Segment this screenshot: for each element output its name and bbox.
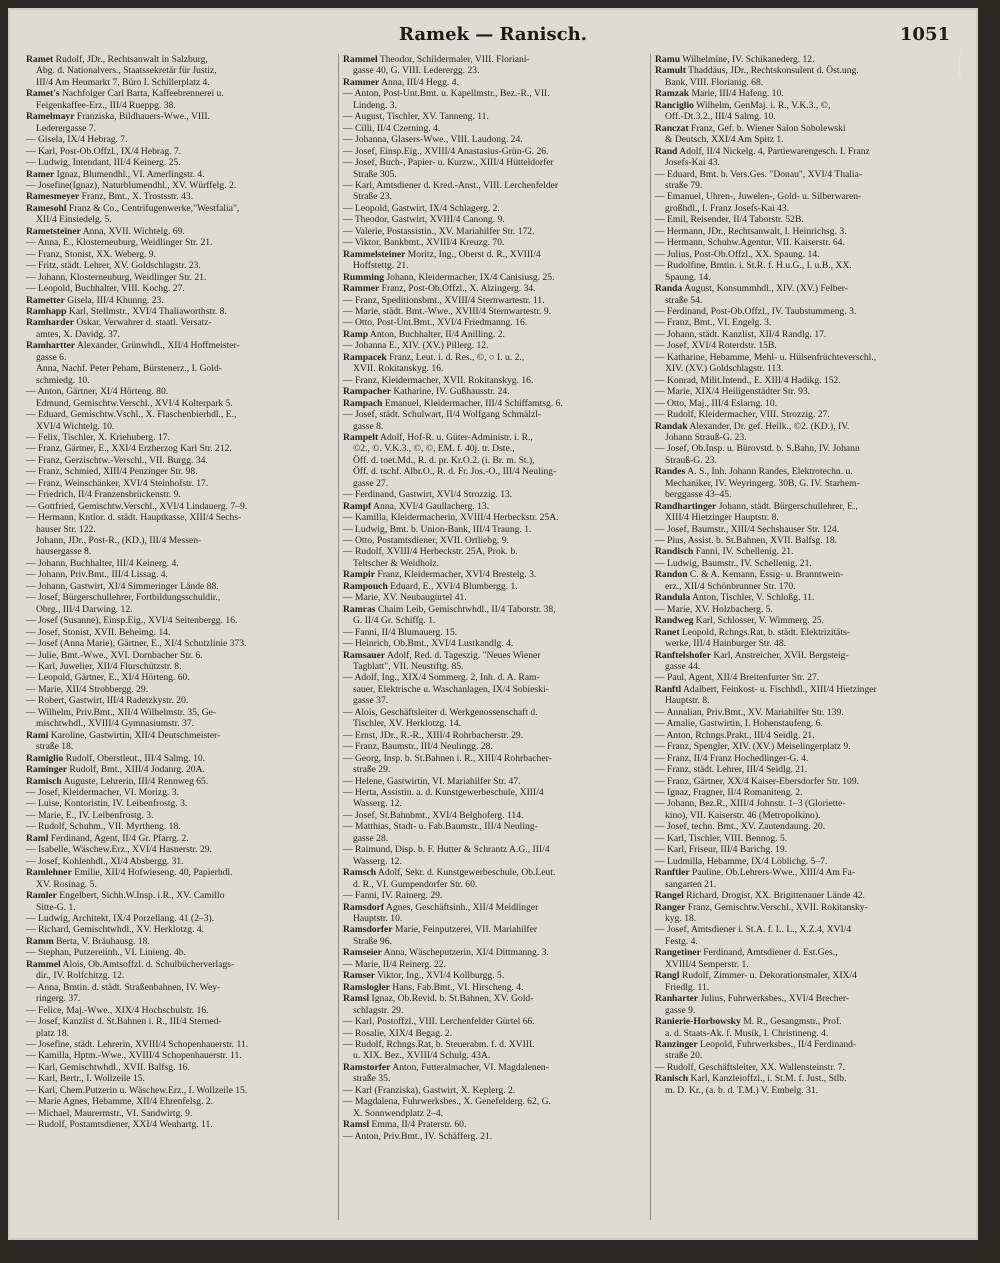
directory-entry-line: — Karl (Franziska), Gastwirt, X. Keplerg. 2. <box>343 1084 516 1096</box>
directory-entry-line: schmiedg. 10. <box>36 374 90 386</box>
directory-entry-line: d. R., VI. Gumpendorfer Str. 60. <box>353 878 478 890</box>
page-number: 1051 <box>899 24 950 45</box>
directory-page <box>8 8 978 1240</box>
directory-entry-line: — Rudolfine, Bmtin. i. St.R. f. H.u.G., I. u.B., XX. <box>655 260 852 272</box>
directory-entry-line: kyg. 18. <box>665 912 697 924</box>
directory-entry-line: — Gottfried, Gemischtw.Verschl., XVI/4 Lindauerg. 7–9. <box>26 500 248 512</box>
directory-entry-line: Ramu Wilhelmine, IV. Schikanederg. 12. <box>655 54 815 65</box>
directory-entry-line: — Josef, Stonist, XVII. Beheimg. 14. <box>26 626 171 638</box>
directory-entry-line: — Johanna E., XIV. (XV.) Pillerg. 12. <box>343 340 489 352</box>
directory-entry-line: — Rudolf, Kleidermacher, VIII. Strozzig. 27. <box>655 409 830 421</box>
directory-entry-line: — Franz, Bmt., VI. Engelg. 3. <box>655 317 772 329</box>
directory-entry-line: — Theodor, Gastwirt, XVIII/4 Canong. 9. <box>343 214 505 226</box>
directory-entry-line: — Anton, Rchngs.Prakt., III/4 Seidlg. 21. <box>655 729 815 741</box>
directory-entry-line: XVII. Rokitanskyg. 16. <box>353 363 444 375</box>
directory-entry-line: — Marie, XV. Neubaugürtel 41. <box>343 592 467 604</box>
directory-entry-line: Friedlg. 11. <box>665 981 710 993</box>
directory-entry-line: Obrg., III/4 Darwing. 12. <box>36 603 133 615</box>
directory-entry-line: Ranftelshofer Karl, Anstreicher, XVII. Bergsteig- <box>655 649 849 661</box>
directory-entry-line: gasse 27. <box>353 477 389 489</box>
directory-entry-line: Ramslogler Hans, Fab.Bmt., VI. Hirscheng. 4. <box>343 981 524 993</box>
directory-entry-line: — Franz, Weinschänker, XVI/4 Steinhofstr. 17. <box>26 477 209 489</box>
directory-entry-line: Ramseier Anna, Wäscheputzerin, XI/4 Dittmanng. 3. <box>343 947 549 959</box>
directory-entry-line: — Ernst, JDr., R.-R., XIII/4 Rohrbacherstr. 29. <box>343 729 524 741</box>
directory-entry-line: XVIII/4 Semperstr. 1. <box>665 958 749 970</box>
directory-entry-line: Johann Strauß-G. 23. <box>665 431 747 443</box>
directory-entry-line: Ramstorfer Anton, Futteralmacher, VI. Magdalenen- <box>343 1061 549 1073</box>
directory-entry-line: Ranciglio Wilhelm, GenMaj. i. R., V.K.3., ©, <box>655 99 831 111</box>
directory-entry-line: — Ludwig, Intendant, III/4 Keinerg. 25. <box>26 157 181 169</box>
directory-entry-line: Ramler Engelbert, Sichh.W.Insp. i.R., XV. Camillo <box>26 890 225 902</box>
directory-entry-line: Spaung. 14. <box>665 271 711 283</box>
directory-entry-line: mischtwhdl., XVIII/4 Gymnasiumstr. 37. <box>36 718 195 730</box>
directory-entry-line: Randes A. S., Inh. Johann Randes, Elektrotechn. u. <box>655 466 853 478</box>
directory-entry-line: Ramsdorfer Marie, Feinputzerei, VII. Mariahilfer <box>343 924 538 936</box>
directory-entry-line: — Robert, Gastwirt, III/4 Radetzkystr. 20. <box>26 695 189 707</box>
directory-entry-line: Randhartinger Johann, städt. Bürgerschullehrer, E., <box>655 500 858 512</box>
directory-entry-line: — Ferdinand, Gastwirt, XVI/4 Strozzig. 13. <box>343 489 513 501</box>
directory-entry-line: Ramelmayr Franziska, Bildhauers-Wwe., VIII. <box>26 111 210 123</box>
directory-entry-line: XIII/4 Hietzinger Hauptstr. 8. <box>665 512 779 524</box>
directory-entry-line: — Ludwig, Architekt, IX/4 Porzellang. 41 (2–3). <box>26 912 215 924</box>
directory-entry-line: Ranger Franz, Gemischtw.Verschl., XVII. Rokitansky- <box>655 901 868 913</box>
directory-entry-line: — Leopold, Gärtner, E., XI/4 Hörteng. 60. <box>26 672 190 684</box>
directory-entry-line: XII/4 Einsiedelg. 5. <box>36 214 112 226</box>
directory-entry-line: Wasserg. 12. <box>353 798 402 810</box>
directory-entry-line: Hoffstettg. 21. <box>353 260 409 272</box>
directory-entry-line: Ramesmeyer Franz, Bmt., X. Trostsstr. 43. <box>26 191 194 203</box>
directory-entry-line: — Fanni, II/4 Blumauerg. 15. <box>343 626 458 638</box>
directory-entry-line: — Julius, Post-Ob.Offzl., XX. Spaung. 14. <box>655 248 820 260</box>
directory-entry-line: — Fritz, städt. Lehrer, XV. Goldschlagstr. 23. <box>26 260 201 272</box>
directory-entry-line: — Josef, Kohlenhdl., XI/4 Absbergg. 31. <box>26 855 184 867</box>
directory-entry-line: — Gisela, IX/4 Hebrag. 7. <box>26 134 128 146</box>
directory-entry-line: — Johanna, Glasers-Wwe., VIII. Laudong. 24. <box>343 134 523 146</box>
column-3 <box>650 54 951 1220</box>
directory-entry-line: Ranczat Franz, Gef. b. Wiener Salon Sobolewski <box>655 122 846 134</box>
directory-entry-line: Ramlehner Emilie, XII/4 Hofwieseng. 40, Papierhdl. <box>26 867 233 879</box>
directory-entry-line: — Leopold, Gastwirt, IX/4 Schlagerg. 2. <box>343 202 500 214</box>
directory-entry-line: Ramhapp Karl, Stellmstr., XVI/4 Thaliaworthstr. 8. <box>26 305 227 317</box>
directory-entry-line: — Johann, städt. Kanzlist, XII/4 Randlg. 17. <box>655 328 827 340</box>
directory-entry-line: dir., IV. Rolfchitzg. 12. <box>36 970 125 982</box>
directory-entry-line: Ranierie-Horbowsky M. R., Gesangmstr., Prof. <box>655 1016 842 1028</box>
directory-entry-line: XVI/4 Wichtelg. 10. <box>36 420 115 432</box>
directory-entry-line: u. XIX. Bez., XVIII/4 Schulg. 43A. <box>353 1050 491 1062</box>
directory-entry-line: XV. Rosinag. 5. <box>36 878 97 890</box>
column-1 <box>26 54 326 1220</box>
directory-entry-line: Hauptstr. 8. <box>665 695 710 707</box>
directory-entry-line: — Fanni, IV. Rainerg. 29. <box>343 890 443 902</box>
directory-entry-line: — Hermann, Schuhw.Agentur, VII. Kaiserstr. 64. <box>655 237 845 249</box>
directory-entry-line: kino), VII. Kaiserstr. 46 (Metropolkino). <box>665 809 821 821</box>
directory-entry-line: — Karl, Tischler, VIII. Bennog. 5. <box>655 832 788 844</box>
directory-entry-line: Tischler, XV. Herklotzg. 14. <box>353 718 462 730</box>
directory-entry-line: hausergasse 8. <box>36 546 92 558</box>
directory-entry-line: — Franz, Gärtner, E., XXI/4 Erzherzog Karl Str. 212. <box>26 443 232 455</box>
directory-entry-line: Ramsdorf Agnes, Geschäftsinh., XII/4 Meidlinger <box>343 901 539 913</box>
directory-entry-line: — Marie, II/4 Reinerg. 22. <box>343 958 446 970</box>
directory-entry-line: Ramharder Oskar, Verwahrer d. staatl. Versatz- <box>26 317 212 329</box>
directory-entry-line: — Karl, Friseur, III/4 Barichg. 19. <box>655 844 788 856</box>
directory-entry-line: — Josef, Einsp.Eig., XVIII/4 Anastasius-Grün-G. 26. <box>343 145 549 157</box>
directory-entry-line: & Deutsch, XXI/4 Am Spitz 1. <box>665 134 784 146</box>
directory-entry-line: Ramzak Marie, III/4 Hafeng. 10. <box>655 88 784 100</box>
directory-entry-line: ©2., ©. V.K.3., ©, ©, EM. f. 40j. tr. Dste., <box>353 443 515 455</box>
directory-entry-line: — Herta, Assistin. a. d. Kunstgewerbeschule, XIII/4 <box>343 787 544 798</box>
directory-entry-line: — Franz, Baumstr., III/4 Neulingg. 28. <box>343 741 493 753</box>
directory-entry-line: Rampf Anna, XVI/4 Gaullacherg. 13. <box>343 500 490 512</box>
directory-entry-line: Sitte-G. 1. <box>36 901 76 913</box>
directory-entry-line: Anna, Nachf. Peter Peham, Bürstenerz., I. Gold- <box>36 363 222 375</box>
directory-entry-line: straße 79. <box>665 179 703 191</box>
directory-entry-line: Josefs-Kai 43. <box>665 157 720 169</box>
directory-entry-line: — Cilli, II/4 Czerning. 4. <box>343 122 441 134</box>
directory-entry-line: — Magdalena, Fuhrwerksbes., X. Genefelderg. 62, G. <box>343 1096 551 1108</box>
directory-entry-line: Festg. 4. <box>665 935 698 947</box>
directory-entry-line: — Felix, Tischler, X. Kriehuberg. 17. <box>26 431 170 443</box>
directory-entry-line: Rand Adolf, II/4 Nickelg. 4, Partiewarengesch. I. Franz <box>655 145 870 157</box>
directory-entry-line: Rumming Johann, Kleidermacher, IX/4 Canisiusg. 25. <box>343 271 555 283</box>
directory-entry-line: — Karl, Gemischtwhdl., XVII. Balfsg. 16. <box>26 1061 190 1073</box>
directory-entry-line: — Johann, Buchhalter, III/4 Keinerg. 4. <box>26 557 179 569</box>
directory-entry-line: — Franz, Stonist, XX. Weberg. 9. <box>26 248 156 260</box>
directory-entry-line: — Wilhelm, Priv.Bmt., XII/4 Wilhelmstr. 35, Ge- <box>26 706 217 718</box>
directory-entry-line: schlagstr. 29. <box>353 1004 404 1016</box>
directory-entry-line: Rammel Alois, Ob.Amtsoffzl. d. Schulbücherverlags- <box>26 958 235 970</box>
directory-entry-line: — Josefine(Ignaz), Naturblumendhl., XV. Würffelg. 2. <box>26 179 237 191</box>
directory-entry-line: — Josef, St.Bahnbmt., XVI/4 Belghoferg. 114. <box>343 809 524 821</box>
directory-entry-line: Ranet Leopold, Rchngs.Rat, b. städt. Elektrizitäts- <box>655 626 851 638</box>
directory-entry-line: Rammel Theodor, Schildermaler, VIII. Floriani- <box>343 54 530 65</box>
directory-entry-line: — Karl, Chem.Putzerin u. Wäschew.Erz., I. Wollzeile 15. <box>26 1084 248 1096</box>
directory-entry-line: Ramp Anton, Buchhalter, II/4 Anilling. 2. <box>343 328 505 340</box>
directory-entry-line: hauser Str. 122. <box>36 523 96 535</box>
directory-entry-line: — Marie, XII/4 Strobbergg. 29. <box>26 683 149 695</box>
directory-entry-line: Rami Karoline, Gastwirtin, XII/4 Deutschmeister- <box>26 729 221 741</box>
directory-entry-line: Randa August, Konsummhdl., XIV. (XV.) Felber- <box>655 283 848 295</box>
directory-entry-line: Ramsch Adolf, Sekr. d. Kunstgewerbeschule, Ob.Leut. <box>343 867 556 879</box>
directory-entry-line: Teltscher & Weidholz. <box>353 557 440 569</box>
directory-entry-line: — Valerie, Postassistin., XV. Mariahilfer Str. 172. <box>343 225 535 237</box>
directory-entry-line: — Josef, städt. Schulwart, II/4 Wolfgang Schmälzl- <box>343 409 542 421</box>
directory-entry-line: gasse 9. <box>665 1004 696 1016</box>
directory-entry-line: sauer, Elektrische u. Waschanlagen, IX/4 Sobieski- <box>353 683 549 695</box>
directory-entry-line: Randon C. & A. Kemann, Essig- u. Branntwein- <box>655 569 844 581</box>
directory-entry-line: — Rosalie, XIX/4 Begag. 2. <box>343 1027 452 1039</box>
directory-entry-line: ringerg. 37. <box>36 993 81 1005</box>
directory-entry-line: — Matthias, Stadt- u. Fab.Baumstr., III/4 Neuling- <box>343 821 538 833</box>
directory-entry-line: Raminger Rudolf, Bmt., XIII/4 Jodanrg. 20A. <box>26 764 205 776</box>
directory-entry-line: — Josefine, städt. Lehrerin, XVIII/4 Schopenhauerstr. 11. <box>26 1038 249 1050</box>
directory-entry-line: — Ludmilla, Hebamme, IX/4 Löblichg. 5–7. <box>655 855 828 867</box>
directory-entry-line: Ranzinger Leopold, Fuhrwerksbes., II/4 Ferdinand- <box>655 1038 857 1050</box>
directory-entry-line: platz 18. <box>36 1027 70 1039</box>
directory-entry-line: — Franz, städt. Lehrer, III/4 Seidlg. 21. <box>655 764 808 776</box>
directory-entry-line: — Ignaz, Fragner, II/4 Romaniteng. 2. <box>655 787 803 798</box>
directory-entry-line: Öff. d. toet.Md., R. d. pr. Kr.O.2. (i. Br. m. St.), <box>353 454 535 466</box>
directory-entry-line: Ramet's Nachfolger Carl Barta, Kaffeebrennerei u. <box>26 88 224 100</box>
directory-entry-line: Bank, VIII. Florianig. 68. <box>665 76 764 88</box>
directory-entry-line: — Anna, E., Klosterneuburg, Weidlinger Str. 21. <box>26 237 213 249</box>
directory-entry-line: gasse 44. <box>665 661 701 673</box>
directory-entry-line: — Kamilla, Kleidermacherin, XVIII/4 Herbeckstr. 25A. <box>343 512 559 524</box>
directory-entry-line: berggasse 43–45. <box>665 489 732 501</box>
directory-entry-line: — Richard, Gemischtwhdl., XV. Herklotzg. 4. <box>26 924 205 936</box>
directory-entry-line: — Eduard, Bmt. b. Vers.Ges. "Donau", XVI/4 Thalia- <box>655 168 863 180</box>
directory-entry-line: Wasserg. 12. <box>353 855 402 867</box>
directory-entry-line: — Rudolf, Geschäftsleiter, XX. Wallensteinstr. 7. <box>655 1061 845 1073</box>
directory-entry-line: — Marie Agnes, Hebamme, XII/4 Ehrenfelsg. 2. <box>26 1096 214 1108</box>
directory-entry-line: Ranftl Adalbert, Feinkost- u. Fischhdl., XIII/4 Hietzinger <box>655 683 877 695</box>
directory-entry-line: — Josef, Bürgerschullehrer, Fortbildungsschuldir., <box>26 592 221 604</box>
directory-entry-line: Straße 96. <box>353 935 392 947</box>
directory-entry-line: — Marie, städt. Bmt.-Wwe., XVIII/4 Sternwartestr. 9. <box>343 305 552 317</box>
directory-entry-line: Rametter Gisela, III/4 Khunng. 23. <box>26 294 164 306</box>
directory-entry-line: — Stephan, Putzereiinh., VI. Linieng. 4b. <box>26 947 186 959</box>
directory-entry-line: — Franz, Gerzischtw.-Verschl., VII. Burgg. 34. <box>26 454 208 466</box>
directory-entry-line: Mechaniker, IV. Weyringerg. 30B, G. IV. Starhem- <box>665 477 860 489</box>
directory-entry-line: Rampouch Eduard, E., XVI/4 Blumbergg. 1. <box>343 580 518 592</box>
directory-columns <box>26 54 962 1220</box>
directory-entry-line: — Johann, Priv.Bmt., III/4 Lissag. 4. <box>26 569 168 581</box>
directory-entry-line: Abg. d. Nationalvers., Staatssekretär für Justiz, <box>36 65 217 77</box>
directory-entry-line: Ramm Berta, V. Bräuhausg. 18. <box>26 935 150 947</box>
directory-entry-line: Ramsl Ignaz, Ob.Revid. b. St.Bahnen, XV. Gold- <box>343 993 534 1005</box>
directory-entry-line: — Josef, Kleidermacher, VI. Morizg. 3. <box>26 787 179 798</box>
directory-entry-line: — Hermann, JDr., Rechtsanwalt, I. Heinrichsg. 3. <box>655 225 847 237</box>
directory-entry-line: — Luise, Kontoristin, IV. Leibenfrostg. 3. <box>26 798 188 810</box>
directory-entry-line: — Rudolf, XVIII/4 Herbeckstr. 25A, Prok. b. <box>343 546 518 558</box>
directory-entry-line: Ramer Ignaz, Blumendhl., VI. Amerlingstr. 4. <box>26 168 205 180</box>
directory-entry-line: m. D. Kr., (a. b. d. T.M.) V. Embelg. 31. <box>665 1084 819 1096</box>
directory-entry-line: — Friedrich, II/4 Franzensbrückenstr. 9. <box>26 489 181 501</box>
directory-entry-line: — Emil, Reisender, II/4 Taborstr. 52B. <box>655 214 804 226</box>
directory-entry-line: — Adolf, Ing., XIX/4 Sommerg. 2, Inh. d. A. Ram- <box>343 672 540 684</box>
directory-entry-line: — Anton, Post-Unt.Bmt. u. Kapellmstr., Bez.-R., VII. <box>343 88 550 100</box>
directory-entry-line: — Rudolf, Schuhm., VII. Myrtheng. 18. <box>26 821 181 833</box>
directory-entry-line: Straße 305. <box>353 168 397 180</box>
directory-entry-line: — Josef (Susanne), Einsp.Eig., XVI/4 Seitenbergg. 16. <box>26 615 238 627</box>
directory-entry-line: — Helene, Gastwirtin, VI. Mariahilfer Str. 47. <box>343 775 521 787</box>
directory-entry-line: Randisch Fanni, IV. Schellenig. 21. <box>655 546 794 558</box>
directory-entry-line: Ranftler Pauline, Ob.Lehrers-Wwe., XIII/4 Am Fa- <box>655 867 856 879</box>
directory-entry-line: gasse 28. <box>353 832 389 844</box>
directory-entry-line: — Isabelle, Wäschew.Erz., XVI/4 Hasnerstr. 29. <box>26 844 212 856</box>
directory-entry-line: — Josef, techn. Bmt., XV. Zautendaung. 20. <box>655 821 826 833</box>
directory-entry-line: Edmund, Gemischtw.Verschl., XVI/4 Kolterpark 5. <box>36 397 233 409</box>
directory-entry-line: Ranisch Karl, Kanzleioffzl., i. St.M. f. Just., Stlb. <box>655 1073 847 1085</box>
directory-entry-line: — Kamilla, Hptm.-Wwe., XVIII/4 Schopenhauerstr. 11. <box>26 1050 242 1062</box>
directory-entry-line: Johann, JDr., Post-R., (KD.), III/4 Messen- <box>36 535 202 547</box>
directory-entry-line: Rampach Emanuel, Kleidermacher, III/4 Schiffamtsg. 6. <box>343 397 563 409</box>
directory-entry-line: großhdl., I. Franz Josefs-Kai 43. <box>665 202 790 214</box>
directory-entry-line: Ramser Viktor, Ing., XVI/4 Kollburgg. 5. <box>343 970 505 982</box>
directory-entry-line: — Katharine, Hebamme, Mehl- u. Hülsenfrüchteverschl., <box>655 351 877 363</box>
directory-entry-line: — Paul, Agent, XII/4 Breitenfurter Str. 27. <box>655 672 820 684</box>
directory-entry-line: Ramhartter Alexander, Grünwhdl., XII/4 Hoffmeister- <box>26 340 240 352</box>
directory-entry-line: — Franz, Kleidermacher, XVII. Rokitanskyg. 16. <box>343 374 534 386</box>
directory-entry-line: — Anton, Gärtner, XI/4 Hörteng. 80. <box>26 386 169 398</box>
directory-entry-line: gasse 40, G. VIII. Lederergg. 23. <box>353 65 480 77</box>
directory-entry-line: — Alois, Geschäftsleiter d. Werkgenossenschaft d. <box>343 706 538 718</box>
directory-entry-line: Ramet Rudolf, JDr., Rechtsanwalt in Salzburg, <box>26 54 208 65</box>
directory-entry-line: — Heinrich, Ob.Bmt., XVI/4 Lustkandlg. 4. <box>343 638 514 650</box>
directory-entry-line: — Ludwig, Bmt. b. Union-Bank, III/4 Traung. 1. <box>343 523 532 535</box>
directory-entry-line: — Konrad, Milit.Intend., E. XIII/4 Hadikg. 152. <box>655 374 841 386</box>
directory-entry-line: — Johann, Gastwirt, XI/4 Simmeringer Lände 88. <box>26 580 219 592</box>
directory-entry-line: — Felice, Maj.-Wwe., XIX/4 Hochschulstr. 16. <box>26 1004 209 1016</box>
directory-entry-line: — Karl, Postoffzl., VIII. Lerchenfelder Gürtel 66. <box>343 1016 535 1028</box>
directory-entry-line: — Georg, Insp. b. St.Bahnen i. R., XIII/4 Rohrbacher- <box>343 752 552 764</box>
directory-entry-line: — Johann, Bez.R., XIII/4 Johnstr. 1–3 (Gloriette- <box>655 798 846 810</box>
directory-entry-line: — Anna, Bmtin. d. städt. Straßenbahnen, IV. Wey- <box>26 981 221 993</box>
directory-entry-line: G. II/4 Gr. Schiffg. 1. <box>353 615 436 627</box>
directory-entry-line: Randula Anton, Tischler, V. Schloßg. 11. <box>655 592 815 604</box>
column-2 <box>338 54 639 1220</box>
directory-entry-line: — Michael, Maurermstr., VI. Sandwirtg. 9. <box>26 1107 193 1119</box>
directory-entry-line: — Hermann, Kntlor. d. städt. Hauptkasse, XIII/4 Sechs- <box>26 512 242 524</box>
directory-entry-line: Straße 23. <box>353 191 392 203</box>
directory-entry-line: — Anton, Priv.Bmt., IV. Schäfferg. 21. <box>343 1130 493 1142</box>
page-title: Ramek — Ranisch. <box>399 24 587 45</box>
directory-entry-line: — Otto, Postamtsdiener, XVII. Ortliebg. 9. <box>343 535 509 547</box>
directory-entry-line: — Johann, Klosterneuburg, Weidlinger Str. 21. <box>26 271 207 283</box>
directory-entry-line: Raml Ferdinand, Agent, II/4 Gr. Pfarrg. 2. <box>26 832 189 844</box>
directory-entry-line: Ramras Chaim Leib, Gemischtwhdl., II/4 Taborstr. 38, <box>343 603 556 615</box>
directory-entry-line: straße 20. <box>665 1050 703 1062</box>
directory-entry-line: — Josef, XVI/4 Roterdstr. 15B. <box>655 340 777 352</box>
directory-entry-line: — Josef, Kanzlist d. St.Bahnen i. R., III/4 Sterned- <box>26 1016 222 1028</box>
directory-entry-line: straße 54. <box>665 294 703 306</box>
directory-entry-line: — Eduard, Gemischtw.Vschl., X. Flaschenbierhdl., E., <box>26 409 237 421</box>
directory-entry-line: Rammer Anna, III/4 Hegg. 4. <box>343 76 459 88</box>
directory-entry-line: Ramesohl Franz & Co., Centrifugenwerke,"Westfalia", <box>26 202 240 214</box>
directory-entry-line: — Otto, Post-Unt.Bmt., XVI/4 Friedmanng. 16. <box>343 317 528 329</box>
directory-entry-line: — Josef, Buch-, Papier- u. Kurzw., XIII/4 Hütteldorfer <box>343 157 554 169</box>
directory-entry-line: — Rudolf, Rchngs.Rat, b. Steuerabm. f. d. XVIII. <box>343 1038 535 1050</box>
directory-entry-line: Ramisch Auguste, Lehrerin, III/4 Rennweg 65. <box>26 775 209 787</box>
directory-entry-line: Strauß-G. 23. <box>665 454 717 466</box>
directory-entry-line: — Karl, Amtsdiener d. Kred.-Anst., VIII. Lerchenfelder <box>343 179 559 191</box>
directory-entry-line: Rampelt Adolf, Hof-R. u. Güter-Administr. i. R., <box>343 431 533 443</box>
directory-entry-line: sangarten 21. <box>665 878 717 890</box>
directory-entry-line: straße 35. <box>353 1073 391 1085</box>
directory-entry-line: — Franz, Gärtner, XX/4 Kaiser-Ebersdorfer Str. 109. <box>655 775 860 787</box>
directory-entry-line: — Raimund, Disp. b. F. Hutter & Schrantz A.G., III/4 <box>343 844 550 856</box>
directory-entry-line: — Karl, Juwelier, XII/4 Flurschützstr. 8. <box>26 661 182 673</box>
directory-entry-line: Rammer Franz, Post-Ob.Offzl., X. Alzingerg. 34. <box>343 283 536 295</box>
directory-entry-line: — Amalie, Gastwirtin, I. Hohenstaufeng. 6. <box>655 718 823 730</box>
directory-entry-line: Ranharter Julius, Fuhrwerksbes., XVI/4 Brecher- <box>655 993 850 1005</box>
directory-entry-line: Öff. d. tschf. Albr.O., R. d. Fr. Jos.-O., III/4 Neuling- <box>353 466 557 478</box>
directory-entry-line: — Julie, Bmt.-Wwe., XVI. Dornbacher Str. 6. <box>26 649 203 661</box>
directory-entry-line: straße 18. <box>36 741 74 753</box>
directory-entry-line: — Franz, Schmied, XIII/4 Penzinger Str. 98. <box>26 466 198 478</box>
directory-entry-line: gasse 37. <box>353 695 389 707</box>
directory-entry-line: Lindeng. 3. <box>353 99 397 111</box>
directory-entry-line: — Karl, Bertr., I. Wollzeile 15. <box>26 1073 145 1085</box>
directory-entry-line: III/4 Am Heumarkt 7, Büro I. Schillerplatz 4. <box>36 76 210 88</box>
directory-entry-line: Rametsteiner Anna, XVII. Wichtelg. 69. <box>26 225 185 237</box>
directory-entry-line: X. Sonnwendplatz 2–4. <box>353 1107 444 1119</box>
directory-entry-line: Ramiglio Rudolf, Oberstleut., III/4 Salmg. 10. <box>26 752 206 764</box>
directory-entry-line: Rampir Franz, Kleidermacher, XVI/4 Brestelg. 3. <box>343 569 537 581</box>
directory-entry-line: gasse 8. <box>353 420 384 432</box>
directory-entry-line: — Otto, Maj., III/4 Eslarng. 10. <box>655 397 778 409</box>
directory-entry-line: amtes, X. Davidg. 37. <box>36 328 120 340</box>
directory-entry-line: — Viktor, Bankbmt., XVIII/4 Kreuzg. 70. <box>343 237 505 249</box>
directory-entry-line: — Pius, Assist. b. St.Bahnen, XVII. Balfsg. 18. <box>655 535 838 547</box>
directory-entry-line: Randak Alexander, Dr. gef. Heilk., ©2. (KD.), IV. <box>655 420 850 432</box>
directory-entry-line: — Ludwig, Baumstr., IV. Schellenig. 21. <box>655 557 812 569</box>
directory-entry-line: — Josef, Ob.Insp. u. Bürovstd. b. S.Bahn, IV. Johann <box>655 443 860 455</box>
directory-entry-line: — Marie, XV. Holzbacherg. 5. <box>655 603 773 615</box>
directory-entry-line: Feigenkaffee-Erz., III/4 Rueppg. 38. <box>36 99 176 111</box>
directory-entry-line: Rangel Richard, Drogist, XX. Brigittenauer Lände 42. <box>655 890 865 902</box>
directory-entry-line: Rampacek Franz, Leut. i. d. Res., ©, ○ I. u. 2., <box>343 351 525 363</box>
directory-entry-line: — Josef (Anna Marie), Gärtner, E., XI/4 Schutzlinie 373. <box>26 638 247 650</box>
directory-entry-line: XIV. (XV.) Goldschlagstr. 113. <box>665 363 784 375</box>
directory-entry-line: Ramsl Emma, II/4 Praterstr. 60. <box>343 1119 467 1131</box>
directory-entry-line: — Marie, XIX/4 Heiligenstädter Str. 93. <box>655 386 811 398</box>
directory-entry-line: werke, III/4 Hainburger Str. 48. <box>665 638 787 650</box>
directory-entry-line: straße 29. <box>353 764 391 776</box>
directory-entry-line: — Ferdinand, Post-Ob.Offzl., IV. Taubstummeng. 3. <box>655 305 857 317</box>
directory-entry-line: Rangetiner Ferdinand, Amtsdiener d. Est.Ges., <box>655 947 838 959</box>
directory-entry-line: — Franz, Speditionsbmt., XVIII/4 Sternwartestr. 11. <box>343 294 545 306</box>
page-header <box>8 24 978 50</box>
directory-entry-line: — Franz, Spengler, XIV. (XV.) Meiselingerplatz 9. <box>655 741 851 753</box>
directory-entry-line: — Rudolf, Postamtsdiener, XXI/4 Wenhartg. 11. <box>26 1119 213 1131</box>
directory-entry-line: gasse 6. <box>36 351 67 363</box>
directory-entry-line: — Josef, Amtsdiener i. St.A. f. L. L., X.Z.4, XVI/4 <box>655 924 852 936</box>
directory-entry-line: Rampacher Katharine, IV. Gußhausstr. 24. <box>343 386 510 398</box>
directory-entry-line: — Emanuel, Uhren-, Juwelen-, Gold- u. Silberwaren- <box>655 191 862 203</box>
directory-entry-line: Rangl Rudolf, Zimmer- u. Dekorationsmaler, XIX/4 <box>655 970 857 982</box>
directory-entry-line: — Franz, II/4 Franz Hochedlinger-G. 4. <box>655 752 809 764</box>
directory-entry-line: a. d. Staats-Ak. f. Musik, I. Christineng. 4. <box>665 1027 829 1039</box>
directory-entry-line: — Marie, E., IV. Leibenfrostg. 3. <box>26 809 154 821</box>
directory-entry-line: — Josef, Baumstr., XIII/4 Sechshauser Str. 124. <box>655 523 840 535</box>
directory-entry-line: Randweg Karl, Schlosser, V. Wimmerg. 25. <box>655 615 825 627</box>
directory-entry-line: — Annalian, Priv.Bmt., XV. Mariahilfer Str. 139. <box>655 706 844 718</box>
directory-entry-line: erz., XII/4 Schönbrunner Str. 170. <box>665 580 796 592</box>
directory-entry-line: — August, Tischler, XV. Tanneng. 11. <box>343 111 489 123</box>
directory-entry-line: Ramult Thaddäus, JDr., Rechtskonsulent d. Öst.ung. <box>655 65 859 77</box>
directory-entry-line: Ramsauer Adolf, Red. d. Tageszig. "Neues Wiener <box>343 649 541 661</box>
directory-entry-line: Hauptstr. 10. <box>353 912 403 924</box>
directory-entry-line: — Leopold, Buchhalter, VIII. Kochg. 27. <box>26 283 185 295</box>
directory-entry-line: Tagblatt", VII. Neustiftg. 85. <box>353 661 464 673</box>
directory-entry-line: Off.-Dt.3.2., III/4 Salmg. 10. <box>665 111 776 123</box>
directory-entry-line: Lederergasse 7. <box>36 122 97 134</box>
directory-entry-line: — Karl, Post-Ob.Offzl., IX/4 Hebrag. 7. <box>26 145 182 157</box>
directory-entry-line: Rammelsteiner Moritz, Ing., Oberst d. R., XVIII/4 <box>343 248 541 260</box>
